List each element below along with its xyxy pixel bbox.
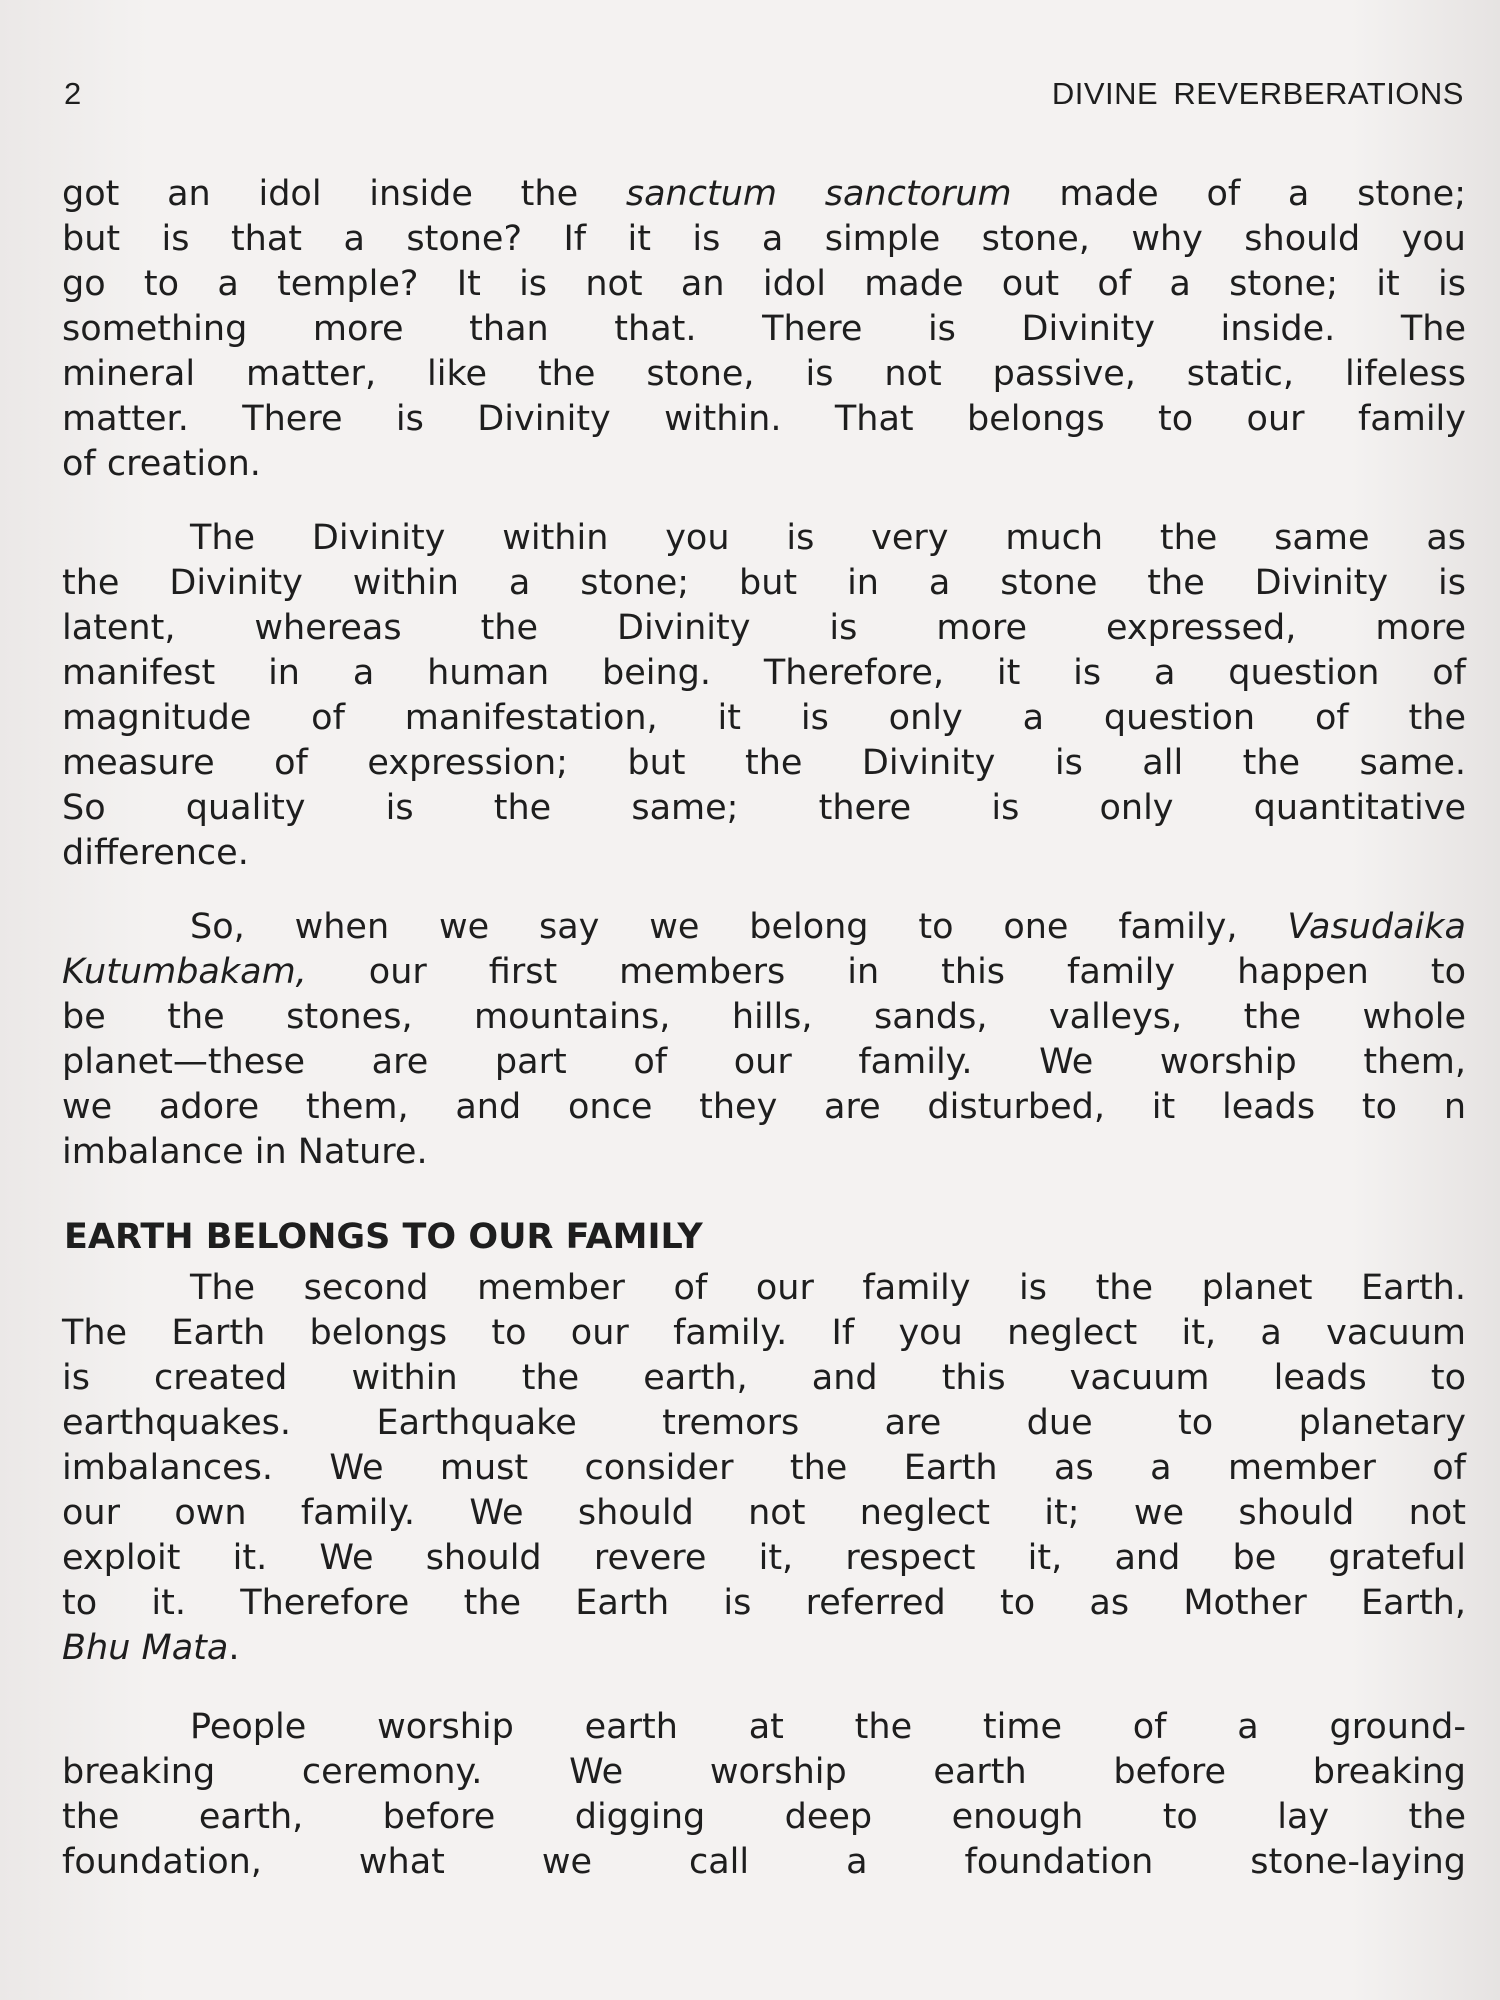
text-line — [62, 262, 1466, 307]
text-run: magnitude of manifestation, it is only a question of the — [62, 698, 1466, 738]
text-line — [62, 561, 1466, 606]
paragraph — [62, 1705, 1466, 1885]
text-line — [62, 1795, 1466, 1840]
text-run: of creation. — [62, 444, 261, 484]
text-run: The Divinity within you is very much the same as — [190, 518, 1466, 558]
text-line — [62, 307, 1466, 352]
text-line — [62, 606, 1466, 651]
text-line — [62, 1130, 1466, 1175]
text-line — [62, 217, 1466, 262]
text-run: manifest in a human being. Therefore, it is a question of — [62, 653, 1466, 693]
text-line — [62, 1356, 1466, 1401]
text-line — [62, 786, 1466, 831]
text-run: imbalances. We must consider the Earth as a member of — [62, 1448, 1466, 1488]
italic-term: Vasudaika — [1287, 907, 1466, 947]
text-run: to it. Therefore the Earth is referred to as Mother Earth, — [62, 1583, 1466, 1623]
text-line — [62, 831, 1466, 876]
text-run: breaking ceremony. We worship earth before breaking — [62, 1752, 1466, 1792]
text-line — [62, 1581, 1466, 1626]
italic-term: Kutumbakam, — [62, 952, 307, 992]
text-run: the earth, before digging deep enough to lay the — [62, 1797, 1466, 1837]
text-run: our own family. We should not neglect it; we should not — [62, 1493, 1466, 1533]
text-line — [62, 651, 1466, 696]
text-line — [62, 1311, 1466, 1356]
paragraph — [62, 1266, 1466, 1671]
text-run: The second member of our family is the planet Earth. — [190, 1268, 1466, 1308]
text-line — [62, 950, 1466, 995]
text-run: got an idol inside the — [62, 174, 626, 214]
text-line — [62, 1040, 1466, 1085]
paragraph — [62, 172, 1466, 487]
text-run: made of a stone; — [1011, 174, 1467, 214]
text-line — [62, 1536, 1466, 1581]
text-line — [62, 397, 1466, 442]
text-line — [62, 1750, 1466, 1795]
italic-term: Bhu Mata — [62, 1628, 229, 1668]
text-run: difference. — [62, 833, 249, 873]
text-run: we adore them, and once they are disturbed, it leads to n — [62, 1087, 1466, 1127]
text-line — [62, 1446, 1466, 1491]
text-run: latent, whereas the Divinity is more expressed, more — [62, 608, 1466, 648]
paragraph — [62, 905, 1466, 1175]
text-line — [62, 1401, 1466, 1446]
text-run: exploit it. We should revere it, respect it, and be grateful — [62, 1538, 1466, 1578]
text-line — [62, 172, 1466, 217]
text-line — [62, 1266, 1466, 1311]
text-line — [62, 1085, 1466, 1130]
text-run: foundation, what we call a foundation stone-laying — [62, 1842, 1466, 1882]
text-run: measure of expression; but the Divinity is all the same. — [62, 743, 1466, 783]
text-run: the Divinity within a stone; but in a stone the Divinity is — [62, 563, 1466, 603]
text-run: So quality is the same; there is only quantitative — [62, 788, 1466, 828]
text-line — [62, 905, 1466, 950]
text-line — [62, 995, 1466, 1040]
text-line — [62, 696, 1466, 741]
text-line — [62, 741, 1466, 786]
text-line — [62, 1840, 1466, 1885]
text-run: The Earth belongs to our family. If you neglect it, a vacuum — [62, 1313, 1466, 1353]
text-run: . — [228, 1628, 240, 1668]
text-line — [62, 442, 1466, 487]
text-run: but is that a stone? If it is a simple stone, why should you — [62, 219, 1466, 259]
text-line — [62, 1626, 1466, 1671]
text-line — [62, 352, 1466, 397]
text-run: go to a temple? It is not an idol made out of a stone; it is — [62, 264, 1466, 304]
running-title: DIVINE REVERBERATIONS — [1051, 76, 1464, 111]
text-run: our first members in this family happen to — [306, 952, 1466, 992]
paragraph — [62, 516, 1466, 876]
text-run: mineral matter, like the stone, is not passive, static, lifeless — [62, 354, 1466, 394]
italic-term: sanctum sanctorum — [625, 174, 1012, 214]
text-run: So, when we say we belong to one family, — [190, 907, 1288, 947]
text-line — [62, 1491, 1466, 1536]
text-run: earthquakes. Earthquake tremors are due to planetary — [62, 1403, 1466, 1443]
text-run: is created within the earth, and this vacuum leads to — [62, 1358, 1466, 1398]
page-number: 2 — [64, 76, 82, 111]
text-run: planet—these are part of our family. We worship them, — [62, 1042, 1466, 1082]
text-run: something more than that. There is Divinity inside. The — [62, 309, 1466, 349]
text-run: be the stones, mountains, hills, sands, valleys, the whole — [62, 997, 1466, 1037]
text-line — [62, 1705, 1466, 1750]
text-run: imbalance in Nature. — [62, 1132, 428, 1172]
section-heading: EARTH BELONGS TO OUR FAMILY — [64, 1217, 703, 1257]
text-run: matter. There is Divinity within. That belongs to our family — [62, 399, 1466, 439]
text-line — [62, 516, 1466, 561]
text-run: People worship earth at the time of a ground- — [190, 1707, 1466, 1747]
